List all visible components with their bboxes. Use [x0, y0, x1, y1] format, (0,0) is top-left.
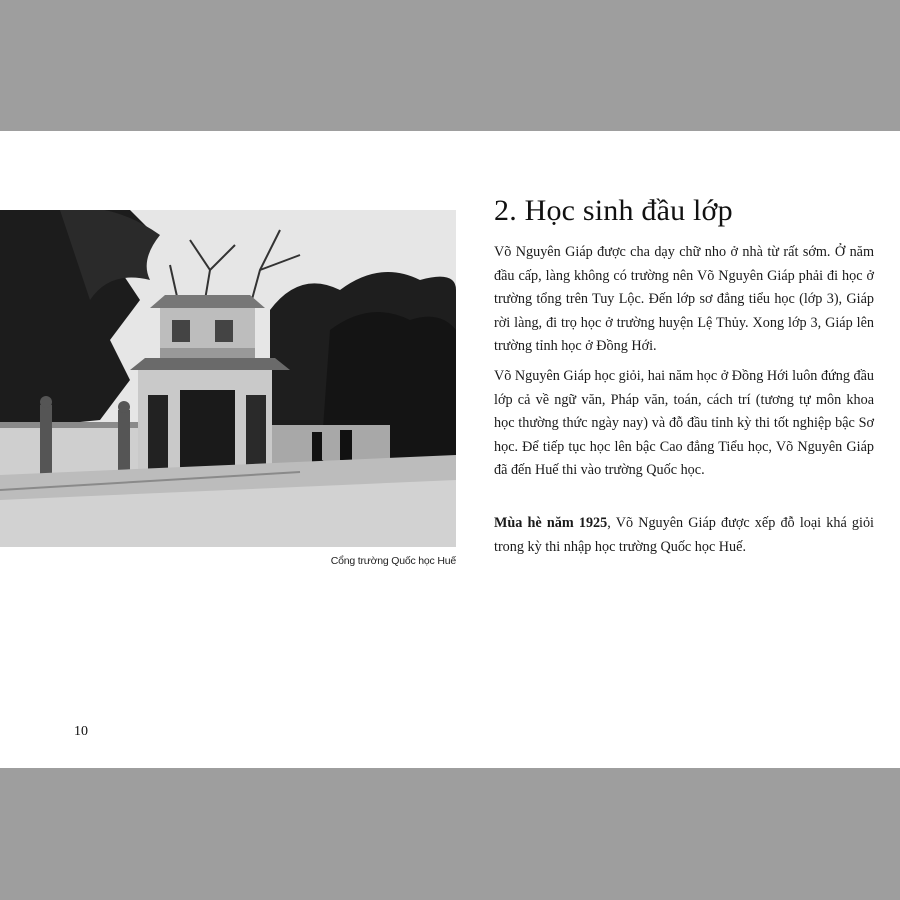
- top-gray-band: [0, 0, 900, 131]
- paragraph-3-bold-lead: Mùa hè năm 1925: [494, 515, 608, 531]
- photo-caption: Cổng trường Quốc học Huế: [330, 555, 456, 567]
- page-number: 10: [74, 724, 88, 739]
- bottom-gray-band: [0, 768, 900, 900]
- book-page: [0, 131, 900, 768]
- paragraph-3-rest: , Võ Nguyên Giáp được xếp đỗ loại khá giỏi trong kỳ thi nhập học trường Quốc học Huế.: [494, 515, 874, 555]
- section-heading: 2. Học sinh đầu lớp: [494, 194, 733, 227]
- paragraph-3: [494, 512, 874, 559]
- paragraph-2: Võ Nguyên Giáp học giỏi, hai năm học ở Đồng Hới luôn đứng đầu lớp cả về ngữ văn, Pháp văn, toán, cách trí (tương tự môn khoa học thường thức ngày nay) và đỗ đầu tỉnh kỳ thi tốt nghiệp bậc Sơ học. Để tiếp tục học lên bậc Cao đẳng Tiểu học, Võ Nguyên Giáp đã đến Huế thi vào trường Quốc học.: [494, 368, 874, 479]
- school-gate-photo: [0, 210, 456, 547]
- paragraph-1: Võ Nguyên Giáp được cha dạy chữ nho ở nhà từ rất sớm. Ở năm đầu cấp, làng không có trường nên Võ Nguyên Giáp phải đi học ở trường tổng trên Tuy Lộc. Đến lớp sơ đẳng tiểu học (lớp 3), Giáp rời làng, đi trọ học ở trường huyện Lệ Thủy. Xong lớp 3, Giáp lên trường tỉnh học ở Đồng Hới.: [494, 244, 874, 355]
